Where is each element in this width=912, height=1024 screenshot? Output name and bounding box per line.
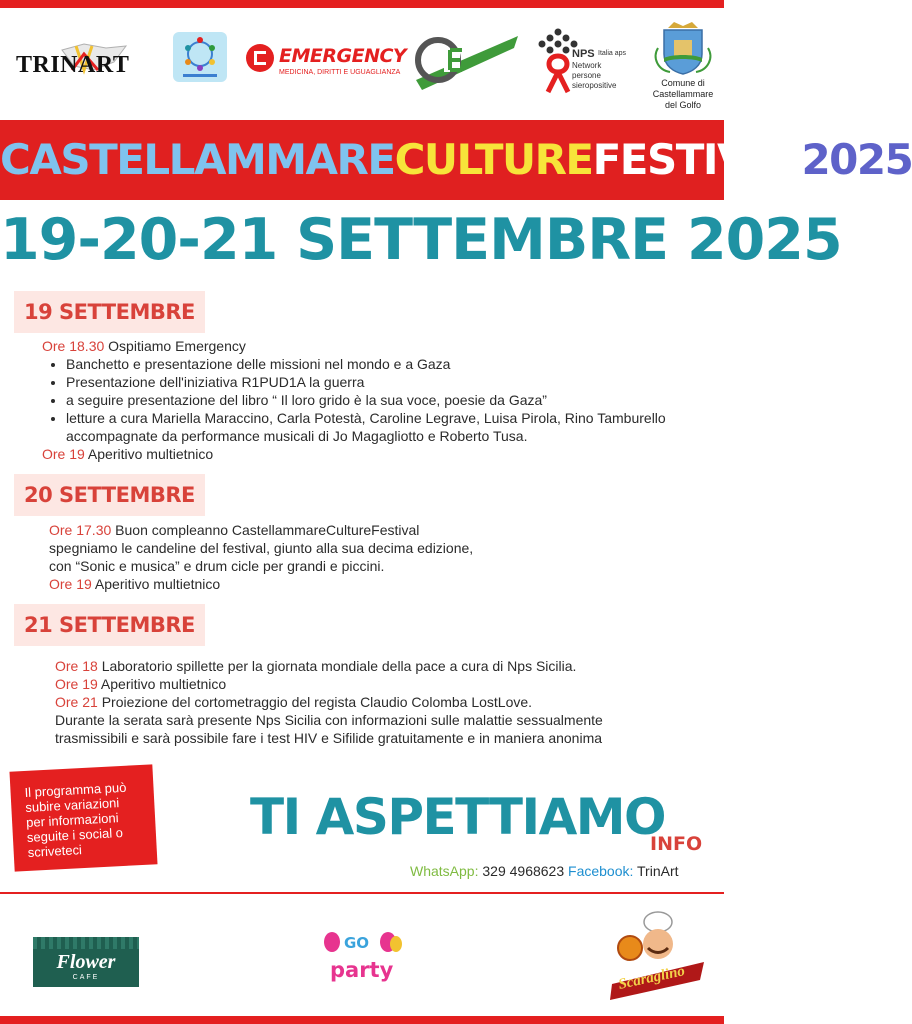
day2-event1 (49, 521, 709, 539)
nps-logo (536, 26, 640, 98)
comune-logo (648, 18, 718, 113)
emergency-logo (246, 44, 407, 84)
nps-sub2: Network (572, 61, 602, 70)
day3-event3-text: Proiezione del cortometraggio del regista Claudio Colomba LostLove. (97, 694, 533, 710)
day1-title: 19 SETTEMBRE (14, 291, 205, 333)
facebook-name[interactable]: TrinArt (633, 863, 679, 879)
partner-logos-row (0, 18, 724, 113)
comune-line2: Castellammare (652, 89, 714, 99)
day2-time2: Ore 19 (49, 576, 92, 592)
day3-event2 (55, 675, 715, 693)
day1-event1-text: Ospitiamo Emergency (104, 338, 246, 354)
closing-headline: TI ASPETTIAMO (250, 788, 666, 846)
facebook-label: Facebook: (564, 863, 634, 879)
comune-line3: del Golfo (664, 100, 702, 110)
festival-dates: 19-20-21 SETTEMBRE 2025 (0, 207, 842, 273)
festival-title-part2: CULTURE (394, 135, 593, 184)
day1-program (42, 337, 712, 463)
day2-title: 20 SETTEMBRE (14, 474, 205, 516)
day3-time3: Ore 21 (55, 694, 98, 710)
contact-line (410, 862, 679, 880)
go-party-name: party (330, 958, 394, 982)
trinart-wordmark: TRINART (16, 52, 130, 78)
day3-time2: Ore 19 (55, 676, 98, 692)
scaraglino-logo (604, 908, 712, 1006)
day3-line4: Durante la serata sarà presente Nps Sicilia con informazioni sulle malattie sessualmente (55, 712, 603, 728)
scaraglino-name: Scaraglino (616, 963, 687, 993)
go-party-logo (318, 930, 404, 992)
day3-program (55, 657, 715, 747)
day3-title: 21 SETTEMBRE (14, 604, 205, 646)
peace-people-logo (173, 32, 227, 82)
day2-line2: spegniamo le candeline del festival, giunto alla sua decima edizione, (49, 540, 474, 556)
day2-event2 (49, 575, 709, 593)
day1-event2 (42, 445, 712, 463)
day1-bullet-item: • Banchetto e presentazione delle missioni nel mondo e a Gaza (66, 355, 712, 373)
day3-event1 (55, 657, 715, 675)
festival-title-part1: CASTELLAMMARE (0, 135, 395, 184)
day2-event1-text: Buon compleanno CastellammareCultureFestival (111, 522, 420, 538)
emergency-tagline: MEDICINA, DIRITTI E UGUAGLIANZA (279, 69, 401, 76)
notice-line: subire variazioni (24, 795, 120, 816)
go-party-go: GO (344, 934, 370, 952)
day3-line5: trasmissibili e sarà possibile fare i test HIV e Sifilide gratuitamente e in maniera anonima (55, 730, 603, 746)
flower-cafe-sub: CAFE (72, 974, 100, 981)
day1-bullets (42, 355, 712, 445)
day3-time1: Ore 18 (55, 658, 98, 674)
day3-event1-text: Laboratorio spillette per la giornata mondiale della pace a cura di Nps Sicilia. (97, 658, 577, 674)
nps-sub4: sieropositive (572, 81, 617, 90)
flower-cafe-name: Flower (56, 951, 116, 973)
comune-line1: Comune di (661, 78, 705, 88)
emergency-icon (246, 44, 274, 72)
day2-line3: con “Sonic e musica” e drum cicle per grandi e piccini. (49, 558, 385, 574)
program-change-notice (9, 764, 157, 871)
notice-line: Il programma può (24, 779, 127, 801)
bottom-red-bar (0, 1016, 724, 1024)
day1-bullet-item: • a seguire presentazione del libro “ Il loro grido è la sua voce, poesie da Gaza” (66, 391, 712, 409)
nps-sub1: Italia aps (598, 50, 627, 57)
nps-title: NPS (572, 48, 595, 60)
flower-cafe-logo (33, 937, 139, 987)
day1-bullet-item: • Presentazione dell'iniziativa R1PUD1A la guerra (66, 373, 712, 391)
notice-line: per informazioni (25, 810, 119, 830)
nps-sub3: persone (572, 71, 601, 80)
day1-time1: Ore 18.30 (42, 338, 105, 354)
day1-event2-text: Aperitivo multietnico (84, 446, 214, 462)
whatsapp-label: WhatsApp: (410, 863, 479, 879)
day2-event2-text: Aperitivo multietnico (91, 576, 221, 592)
day1-time2: Ore 19 (42, 446, 85, 462)
notice-line: seguite i social o (26, 824, 124, 845)
day1-event1 (42, 337, 712, 355)
day2-time1: Ore 17.30 (49, 522, 112, 538)
day2-program (49, 521, 709, 593)
festival-title-part4: 2025 (801, 135, 912, 184)
emergency-name: EMERGENCY (279, 45, 407, 67)
footer-divider (0, 892, 724, 894)
cie-logo (414, 30, 522, 92)
top-red-bar (0, 0, 724, 8)
day1-bullet-item: • letture a cura Mariella Maraccino, Carla Potestà, Caroline Legrave, Luisa Pirola, Rino Tamburello accompagnate da performance musicali di Jo Magagliotto e Roberto Tusa. (66, 409, 712, 445)
notice-line: scriveteci (27, 842, 83, 860)
festival-title (0, 132, 912, 188)
whatsapp-number[interactable]: 329 4968623 (478, 863, 565, 879)
festival-title-part3: FESTIVAL (592, 135, 802, 184)
day3-event2-text: Aperitivo multietnico (97, 676, 227, 692)
trinart-logo (14, 40, 154, 86)
info-label: INFO (650, 833, 703, 855)
day3-event3 (55, 693, 715, 711)
